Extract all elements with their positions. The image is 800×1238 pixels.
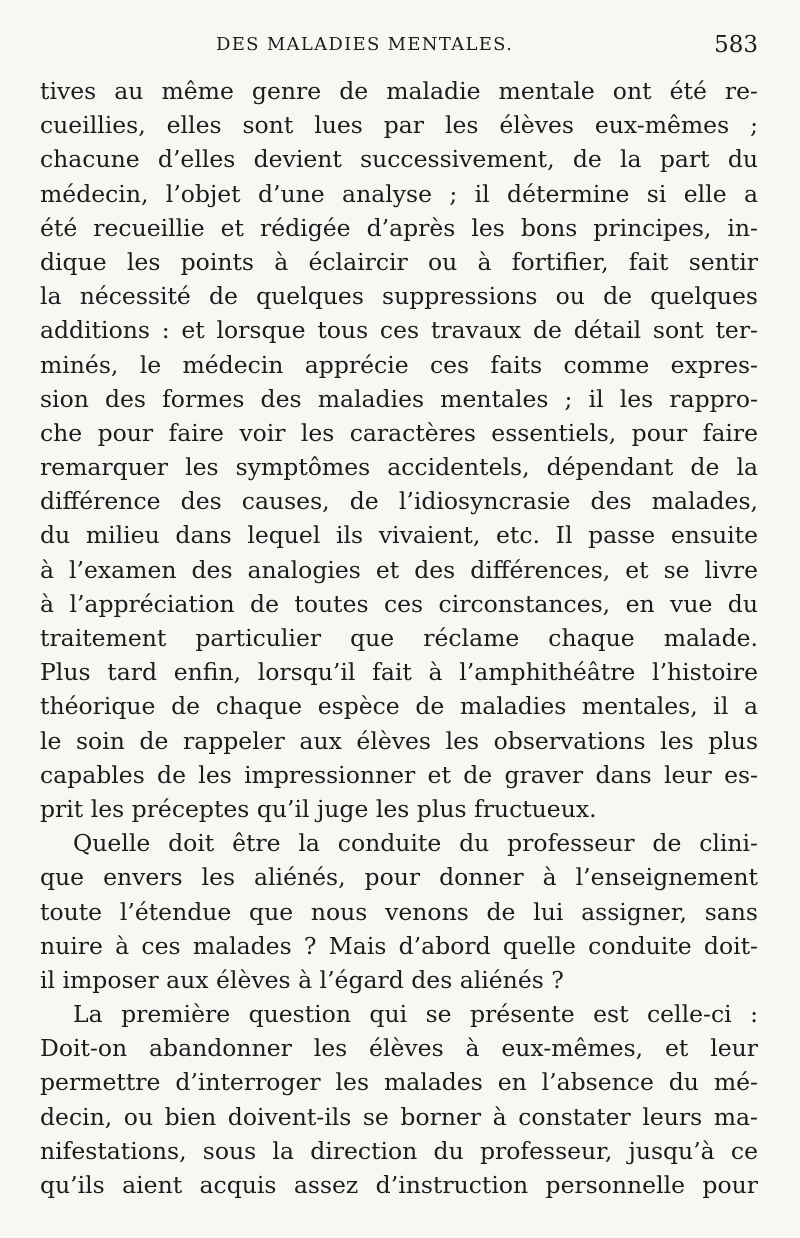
text-line: Plus tard enfin, lorsqu’il fait à l’amphithéâtre l’histoire [40, 658, 758, 687]
text-line: decin, ou bien doivent-ils se borner à constater leurs ma- [40, 1102, 758, 1131]
text-line: tives au même genre de maladie mentale ont été re- [40, 77, 758, 105]
text-line: traitement particulier que réclame chaque malade. [40, 624, 758, 652]
text-line: chacune d’elles devient successivement, de la part du [40, 145, 758, 174]
text-line: médecin, l’objet d’une analyse ; il détermine si elle a [40, 179, 758, 208]
text-line: que envers les aliénés, pour donner à l’enseignement [40, 863, 758, 892]
text-line: additions : et lorsque tous ces travaux de détail sont ter- [40, 316, 758, 345]
text-line: qu’ils aient acquis assez d’instruction personnelle pour [40, 1171, 758, 1199]
text-line: différence des causes, de l’idiosyncrasie des malades, [40, 487, 758, 516]
text-line: prit les préceptes qu’il juge les plus fructueux. [40, 794, 597, 823]
page-header [40, 34, 758, 64]
text-line: permettre d’interroger les malades en l’absence du mé- [40, 1068, 758, 1097]
page-number: 583 [714, 32, 758, 58]
text-line: Doit-on abandonner les élèves à eux-mêmes, et leur [40, 1034, 758, 1063]
text-line: La première question qui se présente est celle-ci : [73, 1000, 758, 1029]
text-line: la nécessité de quelques suppressions ou de quelques [40, 282, 758, 311]
text-line: che pour faire voir les caractères essentiels, pour faire [40, 418, 758, 447]
text-line: du milieu dans lequel ils vivaient, etc. Il passe ensuite [40, 521, 758, 550]
text-line: nuire à ces malades ? Mais d’abord quelle conduite doit- [40, 931, 758, 960]
text-line: capables de les impressionner et de graver dans leur es- [40, 760, 758, 789]
text-line: à l’examen des analogies et des différences, et se livre [40, 555, 758, 584]
text-line: théorique de chaque espèce de maladies mentales, il a [40, 692, 758, 721]
text-line: dique les points à éclaircir ou à fortifier, fait sentir [40, 247, 758, 276]
text-line: remarquer les symptômes accidentels, dépendant de la [40, 453, 758, 482]
body-text [40, 74, 758, 1202]
text-line: toute l’étendue que nous venons de lui assigner, sans [40, 897, 758, 926]
text-line: été recueillie et rédigée d’après les bons principes, in- [40, 213, 758, 242]
text-line: le soin de rappeler aux élèves les observations les plus [40, 726, 758, 755]
text-line: Quelle doit être la conduite du professeur de clini- [73, 829, 758, 858]
text-line: à l’appréciation de toutes ces circonstances, en vue du [40, 589, 758, 618]
text-line: cueillies, elles sont lues par les élèves eux-mêmes ; [40, 111, 758, 140]
text-line: minés, le médecin apprécie ces faits comme expres- [40, 350, 758, 379]
text-line: il imposer aux élèves à l’égard des aliénés ? [40, 965, 564, 994]
running-title: DES MALADIES MENTALES. [216, 34, 514, 55]
text-line: nifestations, sous la direction du professeur, jusqu’à ce [40, 1136, 758, 1165]
text-line: sion des formes des maladies mentales ; il les rappro- [40, 384, 758, 413]
